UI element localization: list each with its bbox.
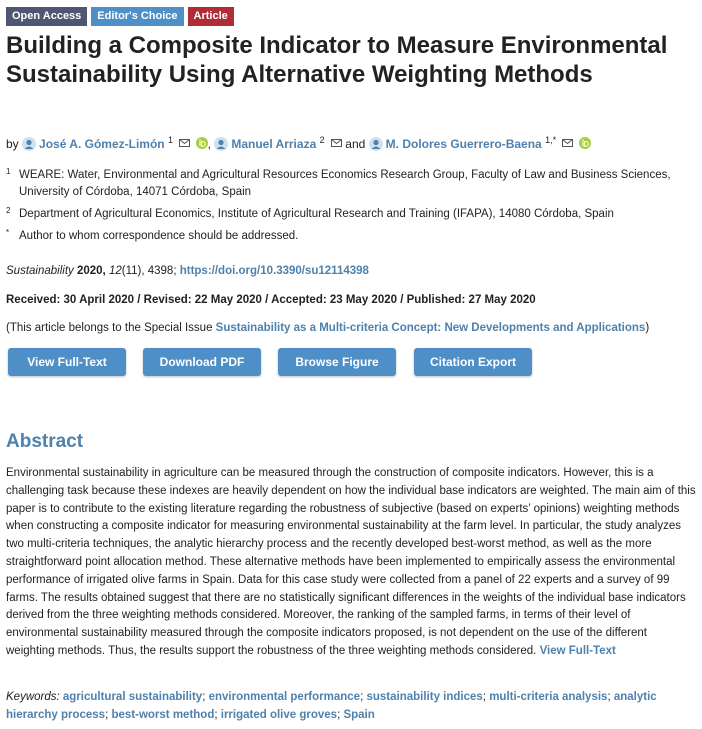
keyword-link[interactable]: irrigated olive groves — [220, 709, 338, 721]
author-profile-icon[interactable] — [214, 137, 228, 151]
abstract-heading: Abstract — [6, 431, 84, 452]
orcid-icon[interactable] — [196, 137, 208, 149]
citation-year: 2020, — [76, 265, 106, 277]
keywords: Keywords: agricultural sustainability; environmental performance; sustainability indices; multi-criteria analysis; analytic hierarchy process; best-worst method; irrigated olive groves; Spain — [6, 691, 657, 721]
doi-link[interactable]: https://doi.org/10.3390/su12114398 — [179, 265, 369, 277]
keyword-link[interactable]: Spain — [343, 709, 375, 721]
affiliation-number: * — [6, 228, 10, 237]
editors-choice-badge[interactable]: Editor's Choice — [91, 7, 183, 26]
keyword-link[interactable]: environmental performance — [208, 691, 361, 703]
author-affil-sup: 1,* — [545, 135, 557, 145]
special-issue-prefix: (This article belongs to the Special Issue — [6, 322, 213, 334]
affiliation-number: 2 — [6, 206, 11, 215]
citation-volume: 12 — [108, 265, 122, 277]
author-gomez-limon[interactable]: José A. Gómez-Limón — [39, 137, 165, 151]
browse-figure-button[interactable]: Browse Figure — [278, 348, 396, 376]
author-profile-icon[interactable] — [22, 137, 36, 151]
special-issue-link[interactable]: Sustainability as a Multi-criteria Concept: New Developments and Applications — [215, 322, 646, 334]
view-full-text-button[interactable]: View Full-Text — [8, 348, 126, 376]
affiliation-text: WEARE: Water, Environmental and Agricultural Resources Economics Research Group, Faculty of Law and Business Sciences, University of Córdoba, 14071 Córdoba, Spain — [19, 169, 671, 198]
mail-icon[interactable] — [562, 139, 573, 147]
badge-row — [6, 7, 234, 26]
open-access-badge[interactable]: Open Access — [6, 7, 87, 26]
by-label: by — [6, 137, 19, 151]
keyword-link[interactable]: best-worst method — [111, 709, 215, 721]
author-profile-icon[interactable] — [369, 137, 383, 151]
mail-icon[interactable] — [179, 139, 190, 147]
citation-export-button[interactable]: Citation Export — [414, 348, 532, 376]
keywords-label: Keywords: — [6, 691, 60, 703]
journal-name: Sustainability — [6, 265, 74, 277]
citation-line — [6, 264, 369, 278]
keyword-link[interactable]: multi-criteria analysis — [489, 691, 608, 703]
abstract-body: Environmental sustainability in agriculture can be measured through the construction of composite indicators. However, this is a challenging task because these indexes are heavily dependent on how the individual base indicators are weighted. The main aim of this paper is to contribute to the existing literature regarding the robustness of subjective (based on experts’ opinions) weighting methods when constructing a composite indicator for measuring environmental sustainability at the farm level. In particular, the study analyzes two multi-criteria techniques, the analytic hierarchy process and the recently developed best-worst method, as well as the more straightforward point allocation method. These alternative methods have been implemented to empirically assess the environmental performance of irrigated olive farms in Spain. Data for this case study were collected from a panel of 22 experts and a survey of 99 farms. The results obtained suggest that there are no statistically significant differences in the weights of the individual base indicators derived from the three weighting methods considered. Moreover, the ranking of the sampled farms, in terms of their level of environmental sustainability measured through the composite indicators proposed, is not dependent on the use of the different weighting methods. Thus, the results support the robustness of the three weighting methods considered. — [6, 467, 696, 657]
citation-issue: (11), 4398; — [121, 265, 177, 277]
publication-dates: Received: 30 April 2020 / Revised: 22 May 2020 / Accepted: 23 May 2020 / Published: 27 May 2020 — [6, 294, 536, 306]
author-guerrero-baena[interactable]: M. Dolores Guerrero-Baena — [385, 137, 542, 151]
mail-icon[interactable] — [331, 139, 342, 147]
author-list: by José A. Gómez-Limón $^1$ , Manuel Arriaza $^2$ and M. Dolores Guerrero-Baena $^{1,*}$ — [6, 136, 591, 152]
keyword-link[interactable]: sustainability indices — [366, 691, 483, 703]
abstract-text — [6, 465, 696, 661]
article-title: Building a Composite Indicator to Measure Environmental Sustainability Using Alternative Weighting Methods — [6, 32, 668, 88]
orcid-icon[interactable] — [579, 137, 591, 149]
keyword-link[interactable]: agricultural sustainability — [62, 691, 203, 703]
download-pdf-button[interactable]: Download PDF — [143, 348, 261, 376]
special-issue-suffix: ) — [645, 322, 650, 334]
affiliation-number: 1 — [6, 167, 11, 176]
article-type-badge: Article — [188, 7, 234, 26]
affiliation-text: Author to whom correspondence should be addressed. — [19, 230, 299, 242]
author-affil-sup: 2 — [319, 135, 325, 145]
author-arriaza[interactable]: Manuel Arriaza — [231, 137, 317, 151]
special-issue-note — [6, 321, 649, 335]
view-full-text-link[interactable]: View Full-Text — [539, 644, 616, 657]
and-label: and — [345, 137, 366, 151]
affiliation-text: Department of Agricultural Economics, Institute of Agricultural Research and Training (IFAPA), 14080 Córdoba, Spain — [19, 208, 614, 220]
author-affil-sup: 1 — [167, 135, 173, 145]
keyword-link[interactable]: analytic hierarchy process — [6, 691, 657, 721]
